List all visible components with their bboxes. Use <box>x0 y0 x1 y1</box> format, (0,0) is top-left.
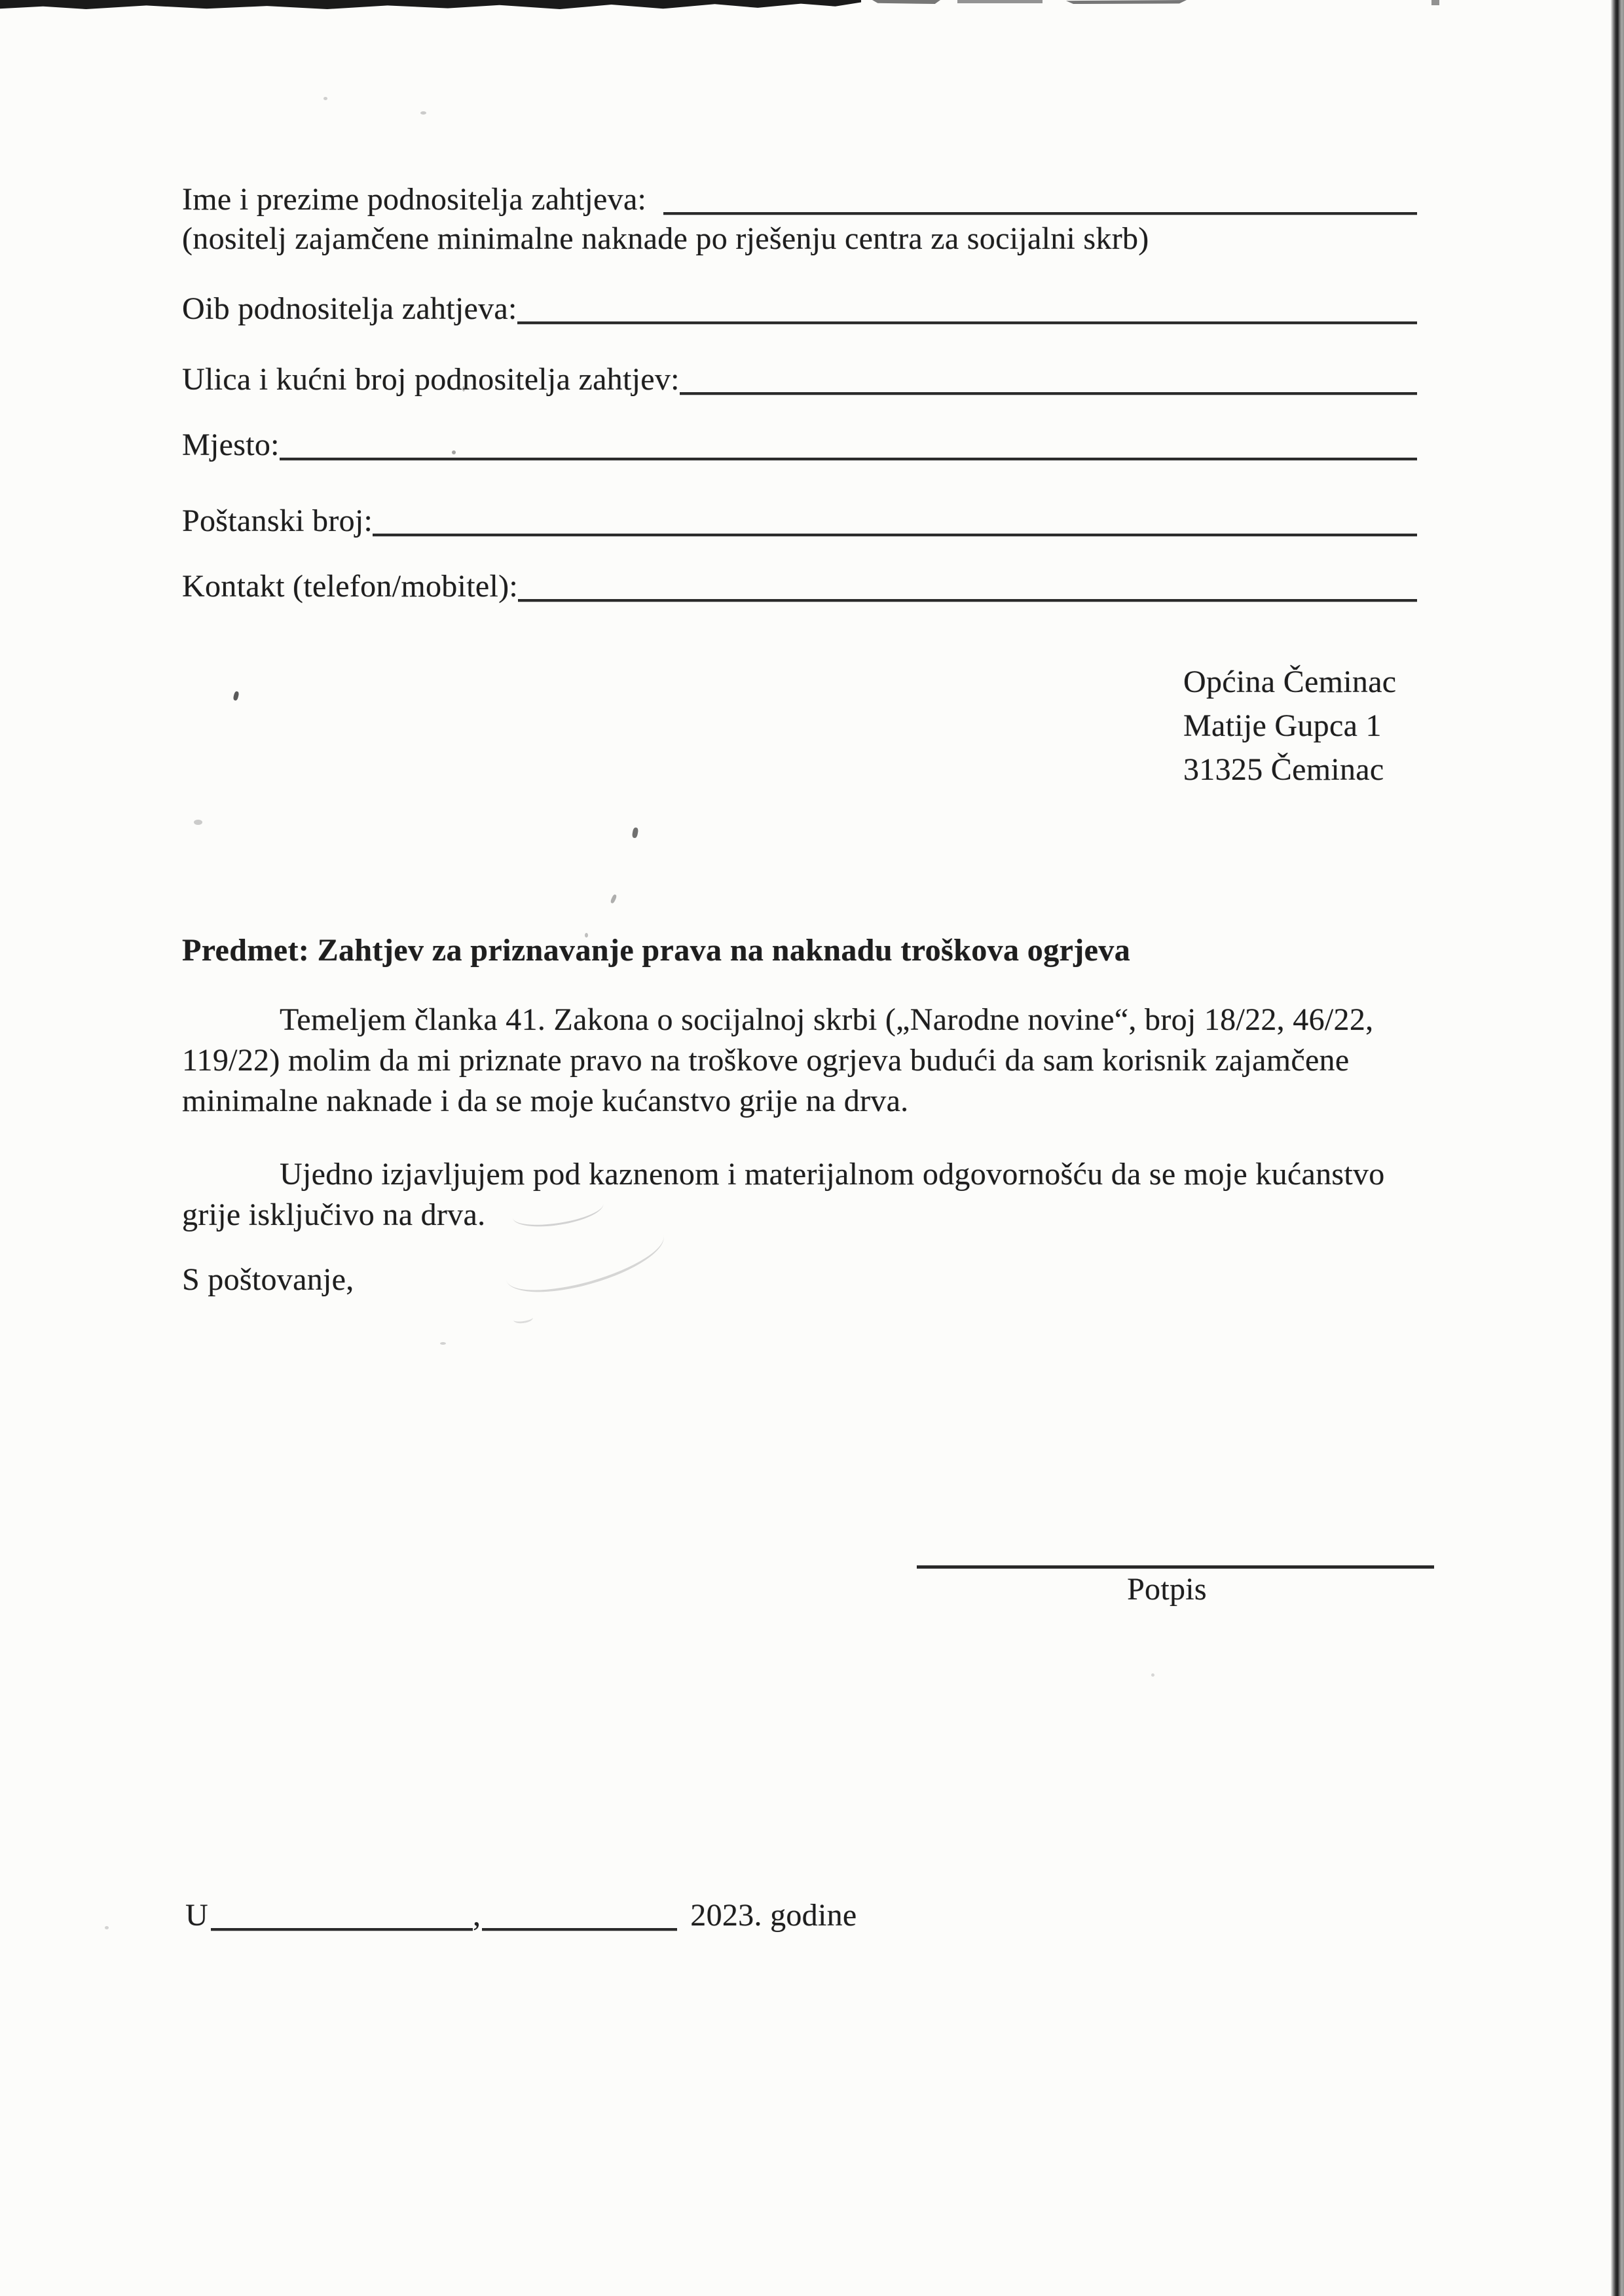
field-blank-line-name <box>663 212 1417 215</box>
scan-artifact-top-dash <box>1066 0 1187 4</box>
field-blank-line-place <box>280 458 1417 460</box>
field-row-street <box>182 361 1417 398</box>
field-row-oib <box>182 291 1417 327</box>
field-row-contact <box>182 568 1417 605</box>
date-blank-line-day <box>482 1928 677 1931</box>
scan-speck <box>610 894 617 903</box>
paragraph-line: 119/22) molim da mi priznate pravo na troškove ogrjeva budući da sam korisnik zajamčene <box>182 1043 1350 1078</box>
paragraph-line: minimalne naknade i da se moje kućanstvo grije na drva. <box>182 1084 909 1118</box>
recipient-street: Matije Gupca 1 <box>1183 708 1382 743</box>
field-label-contact: Kontakt (telefon/mobitel): <box>182 569 518 604</box>
scan-smudge-arc <box>513 1313 534 1324</box>
recipient-city: 31325 Čeminac <box>1183 752 1384 787</box>
signature-label: Potpis <box>1127 1572 1207 1607</box>
scan-speck <box>1151 1673 1154 1677</box>
field-blank-line-street <box>680 392 1417 395</box>
scan-speck <box>194 820 202 825</box>
field-label-name: Ime i prezime podnositelja zahtjeva: <box>182 182 647 217</box>
paragraph-line: grije isključivo na drva. <box>182 1197 486 1232</box>
paragraph-line: Temeljem članka 41. Zakona o socijalnoj skrbi („Narodne novine“, broj 18/22, 46/22, <box>280 1002 1374 1037</box>
body-paragraph-1 <box>182 1000 1373 1121</box>
field-label-oib: Oib podnositelja zahtjeva: <box>182 291 517 326</box>
field-label-postal-code: Poštanski broj: <box>182 503 373 538</box>
field-label-place: Mjesto: <box>182 428 280 462</box>
recipient-block <box>1183 660 1396 792</box>
scan-artifact-top-edge <box>0 0 861 9</box>
scan-speck <box>440 1342 446 1345</box>
date-row <box>185 1897 866 1934</box>
field-blank-line-postal-code <box>373 534 1417 536</box>
paragraph-line: Ujedno izjavljujem pod kaznenom i materijalnom odgovornošću da se moje kućanstvo <box>280 1157 1385 1192</box>
subject-line: Predmet: Zahtjev za priznavanje prava na naknadu troškova ogrjeva <box>182 933 1131 968</box>
scan-artifact-right-edge <box>1611 0 1624 2296</box>
date-suffix: 2023. godine <box>690 1898 857 1933</box>
scan-speck <box>232 691 239 701</box>
scan-artifact-top-dash <box>957 0 1043 3</box>
closing-salutation: S poštovanje, <box>182 1262 354 1297</box>
field-note-name: (nositelj zajamčene minimalne naknade po rješenju centra za socijalni skrb) <box>182 221 1149 256</box>
recipient-name: Općina Čeminac <box>1183 665 1397 699</box>
body-paragraph-2 <box>182 1154 1385 1235</box>
scan-speck <box>105 1926 109 1929</box>
field-row-postal-code <box>182 503 1417 539</box>
signature-line <box>917 1565 1434 1569</box>
scan-artifact-top-speck <box>1431 0 1439 5</box>
date-prefix: U <box>185 1898 208 1933</box>
field-row-name <box>182 181 1417 218</box>
field-row-place <box>182 427 1417 464</box>
field-label-street: Ulica i kućni broj podnositelja zahtjev: <box>182 362 680 397</box>
scan-speck <box>323 97 327 100</box>
scan-speck <box>632 827 639 838</box>
scan-speck <box>420 111 426 115</box>
field-blank-line-oib <box>517 321 1417 324</box>
date-blank-line-city <box>211 1928 473 1931</box>
field-blank-line-contact <box>518 599 1417 602</box>
date-separator: , <box>472 1898 481 1933</box>
scan-artifact-top-dash <box>872 0 940 4</box>
